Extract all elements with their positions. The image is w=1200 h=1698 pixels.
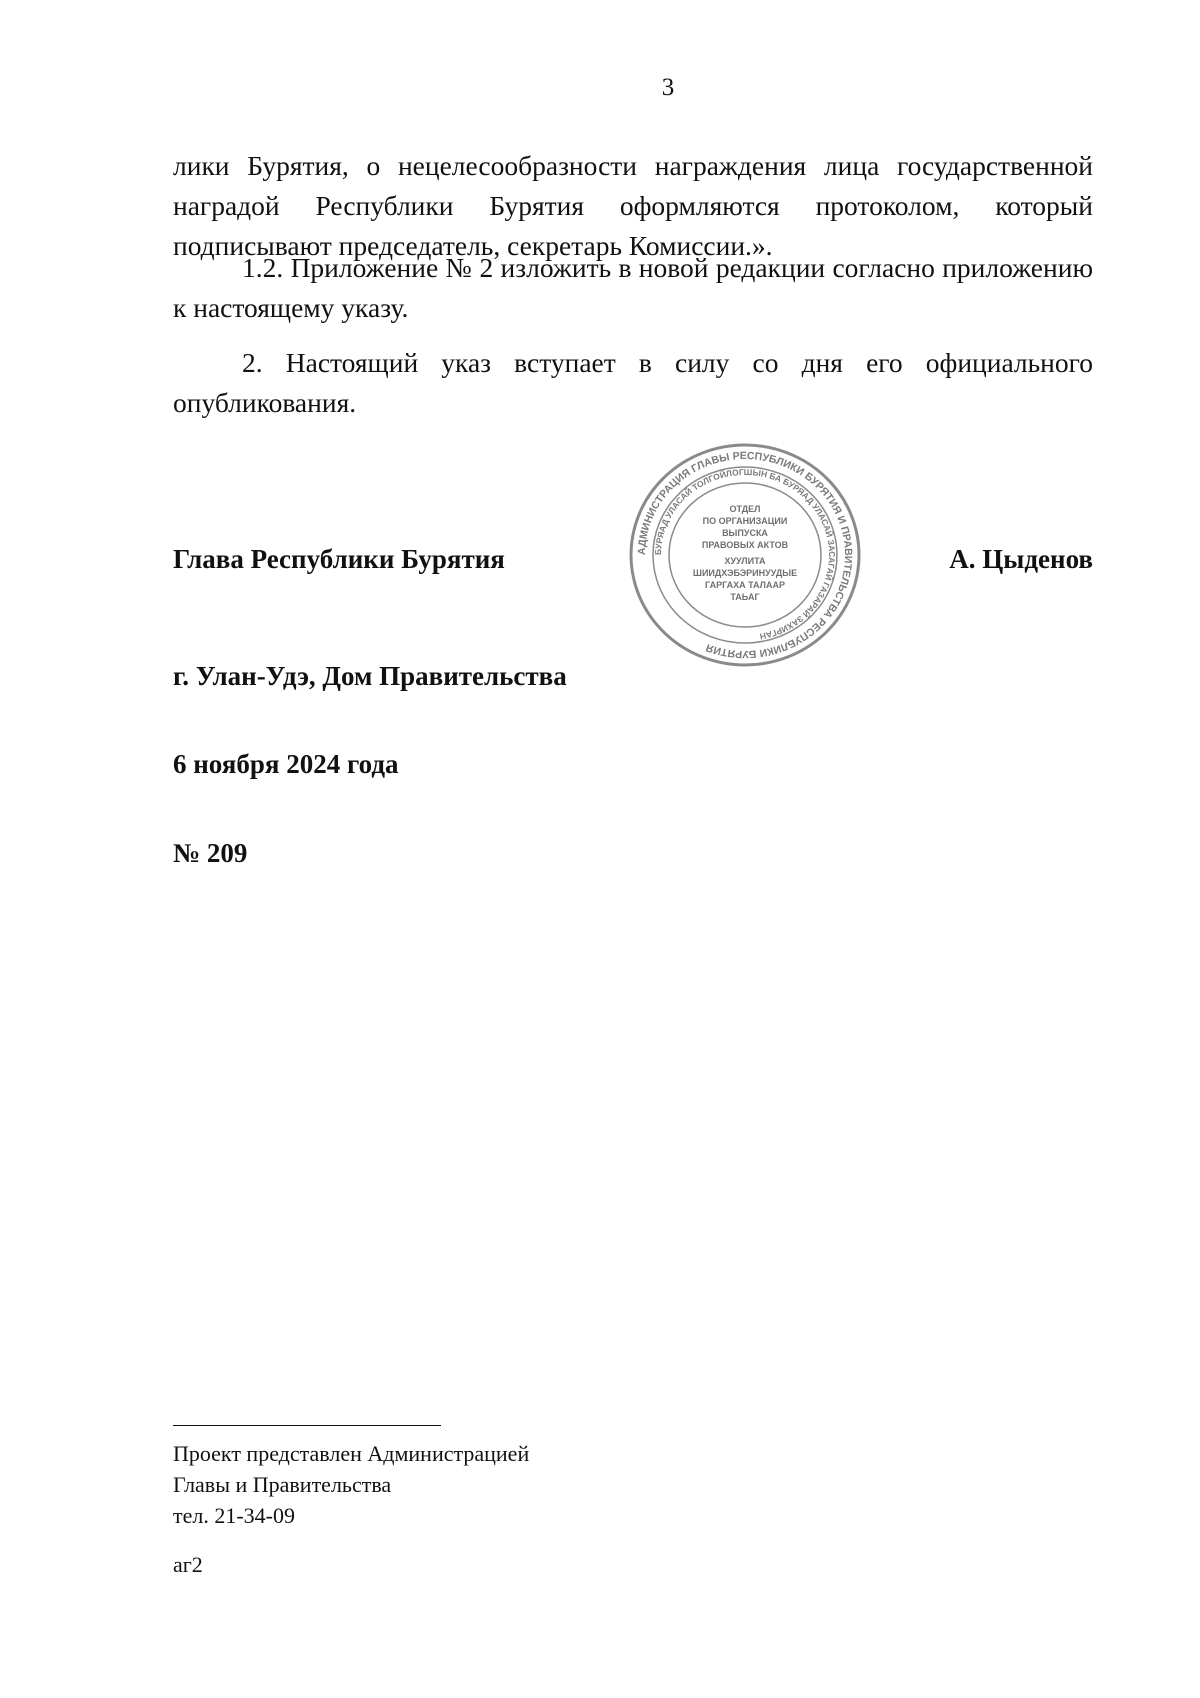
seal-inner-text: БУРЯАД УЛАСАЙ ТОЛГОЙЛОГШЫН БА БУРЯАД УЛАСАЙ ЗАСАГАЙ ГАЗАРАЙ ЗАХИРГАН [652, 466, 838, 642]
signing-place: г. Улан-Удэ, Дом Правительства [173, 661, 567, 691]
seal-center-line-8: ТАЬАГ [730, 592, 760, 602]
signatory-title: Глава Республики Бурятия [173, 544, 505, 574]
svg-text:БУРЯАД УЛАСАЙ ТОЛГОЙЛОГШЫН БА [653, 467, 837, 642]
seal-center-line-7: ГАРГАХА ТАЛААР [705, 580, 785, 590]
seal-center-line-3: ВЫПУСКА [722, 528, 768, 538]
footnote [173, 1438, 529, 1531]
seal-center-line-4: ПРАВОВЫХ АКТОВ [701, 540, 789, 550]
footnote-line-1: Проект представлен Администрацией [173, 1441, 530, 1466]
official-seal-stamp [620, 440, 870, 670]
seal-center-line-2: ПО ОРГАНИЗАЦИИ [702, 516, 788, 526]
seal-center-line-6: ШИИДХЭБЭРИНУУДЫЕ [692, 568, 798, 578]
footnote-divider [173, 1425, 441, 1426]
signatory-name: А. Цыденов [949, 544, 1093, 574]
footnote-line-2: Главы и Правительства [173, 1472, 392, 1497]
seal-outer-text: АДМИНИСТРАЦИЯ ГЛАВЫ РЕСПУБЛИКИ БУРЯТИЯ И ПРАВИТЕЛЬСТВА РЕСПУБЛИКИ БУРЯТИЯ [635, 449, 855, 661]
seal-center-line-5: ХУУЛИТА [724, 556, 766, 566]
paragraph-1: лики Бурятия, о нецелесообразности награждения лица государственной наградой Республики Бурятия оформляются протоколом, который подписывают председатель, секретарь Комиссии.». [173, 150, 1093, 261]
paragraph-2: 1.2. Приложение № 2 изложить в новой редакции согласно приложению к настоящему указу. [173, 252, 1093, 323]
document-number: № 209 [173, 838, 248, 868]
seal-center-line-1: ОТДЕЛ [729, 504, 761, 514]
footnote-line-3: тел. 21-34-09 [173, 1503, 296, 1528]
seal-outer-ring [631, 445, 859, 665]
document-code: аг2 [173, 1552, 203, 1577]
paragraph-3: 2. Настоящий указ вступает в силу со дня его официального опубликования. [173, 347, 1093, 418]
page-number: 3 [661, 74, 675, 101]
signing-date: 6 ноября 2024 года [173, 749, 399, 779]
